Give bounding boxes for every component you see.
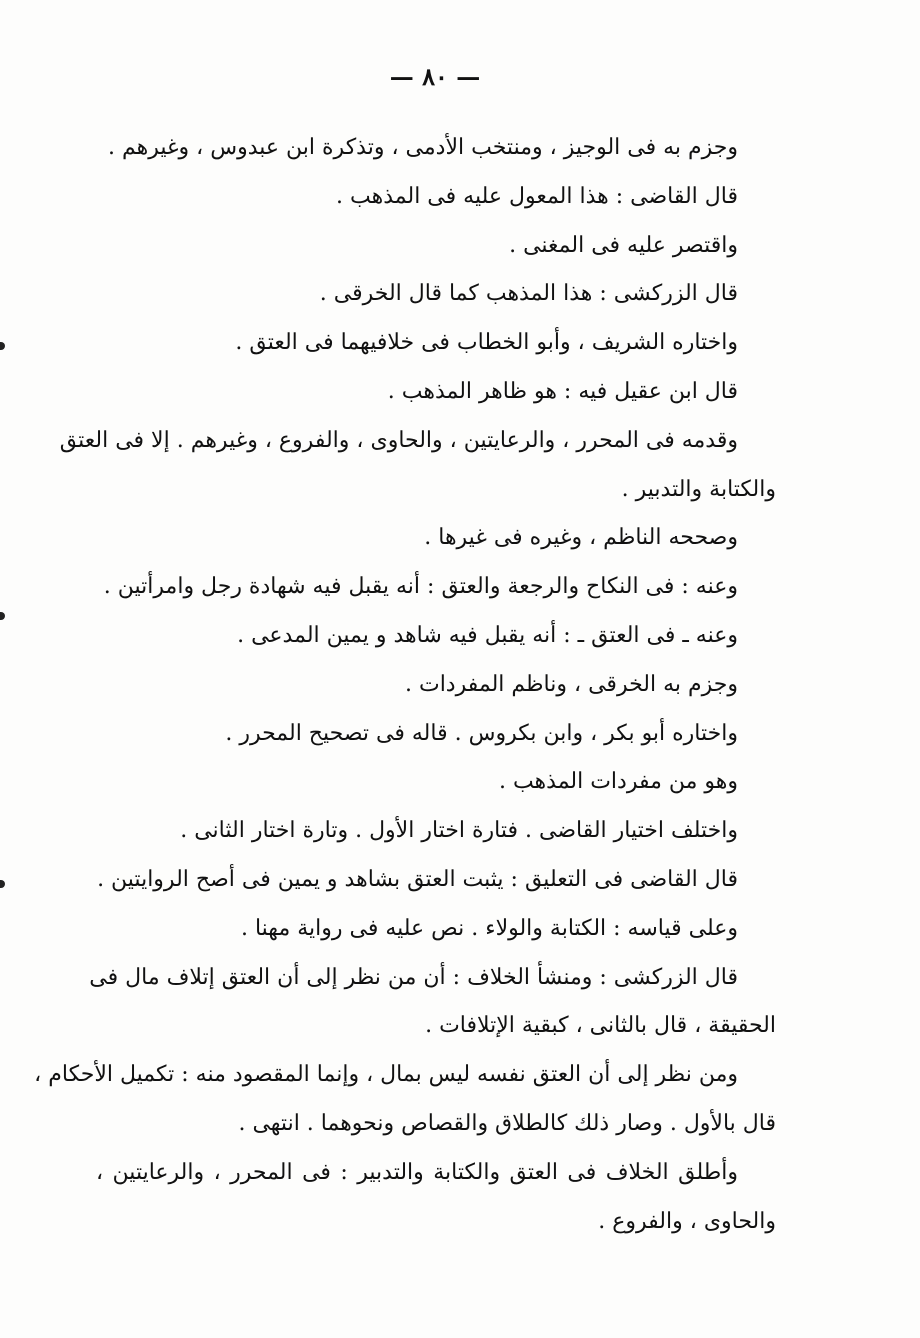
text-line: وجزم به فى الوجيز ، ومنتخب الأدمى ، وتذكرة ابن عبدوس ، وغيرهم .	[108, 135, 738, 160]
text-line: الحقيقة ، قال بالثانى ، كبقية الإتلافات .	[425, 1013, 776, 1039]
text-line: وعنه : فى النكاح والرجعة والعتق : أنه يقبل فيه شهادة رجل وامرأتين .	[103, 574, 738, 600]
text-line: وجزم به الخرقى ، وناظم المفردات .	[405, 671, 738, 697]
text-line: قال القاضى : هذا المعول عليه فى المذهب .	[336, 183, 738, 209]
text-line: قال القاضى فى التعليق : يثبت العتق بشاهد و يمين فى أصح الروايتين .	[97, 866, 738, 892]
text-line: ومن نظر إلى أن العتق نفسه ليس بمال ، وإنما المقصود منه : تكميل الأحكام ،	[34, 1062, 738, 1088]
text-line: وأطلق الخلاف فى العتق والكتابة والتدبير : فى المحرر ، والرعايتين ،	[96, 1159, 738, 1185]
text-line: واقتصر عليه فى المغنى .	[509, 232, 738, 258]
page-body-text	[34, 124, 776, 1246]
text-line: قال الزركشى : هذا المذهب كما قال الخرقى .	[319, 281, 738, 307]
text-line: وصححه الناظم ، وغيره فى غيرها .	[424, 525, 738, 551]
text-line: وعلى قياسه : الكتابة والولاء . نص عليه فى رواية مهنا .	[240, 915, 738, 941]
text-line: وقدمه فى المحرر ، والرعايتين ، والحاوى ، والفروع ، وغيرهم . إلا فى العتق	[59, 427, 738, 453]
text-line: قال ابن عقيل فيه : هو ظاهر المذهب .	[387, 378, 738, 404]
text-line: واختاره أبو بكر ، وابن بكروس . قاله فى تصحيح المحرر .	[225, 720, 738, 746]
text-line: واختلف اختيار القاضى . فتارة اختار الأول . وتارة اختار الثانى .	[180, 818, 738, 844]
left-margin-mark	[0, 342, 5, 350]
text-line: والكتابة والتدبير .	[621, 476, 776, 502]
text-line: واختاره الشريف ، وأبو الخطاب فى خلافيهما فى العتق .	[235, 330, 738, 356]
text-line: وهو من مفردات المذهب .	[498, 769, 738, 795]
page-number: — ٨٠ —	[389, 62, 481, 91]
left-margin-mark	[0, 612, 5, 620]
left-margin-mark	[0, 880, 5, 888]
text-line: والحاوى ، والفروع .	[598, 1208, 776, 1234]
text-line: وعنه ـ فى العتق ـ : أنه يقبل فيه شاهد و يمين المدعى .	[237, 622, 738, 648]
text-line: قال بالأول . وصار ذلك كالطلاق والقصاص ونحوهما . انتهى .	[238, 1110, 776, 1136]
text-line: قال الزركشى : ومنشأ الخلاف : أن من نظر إلى أن العتق إتلاف مال فى	[89, 964, 738, 990]
